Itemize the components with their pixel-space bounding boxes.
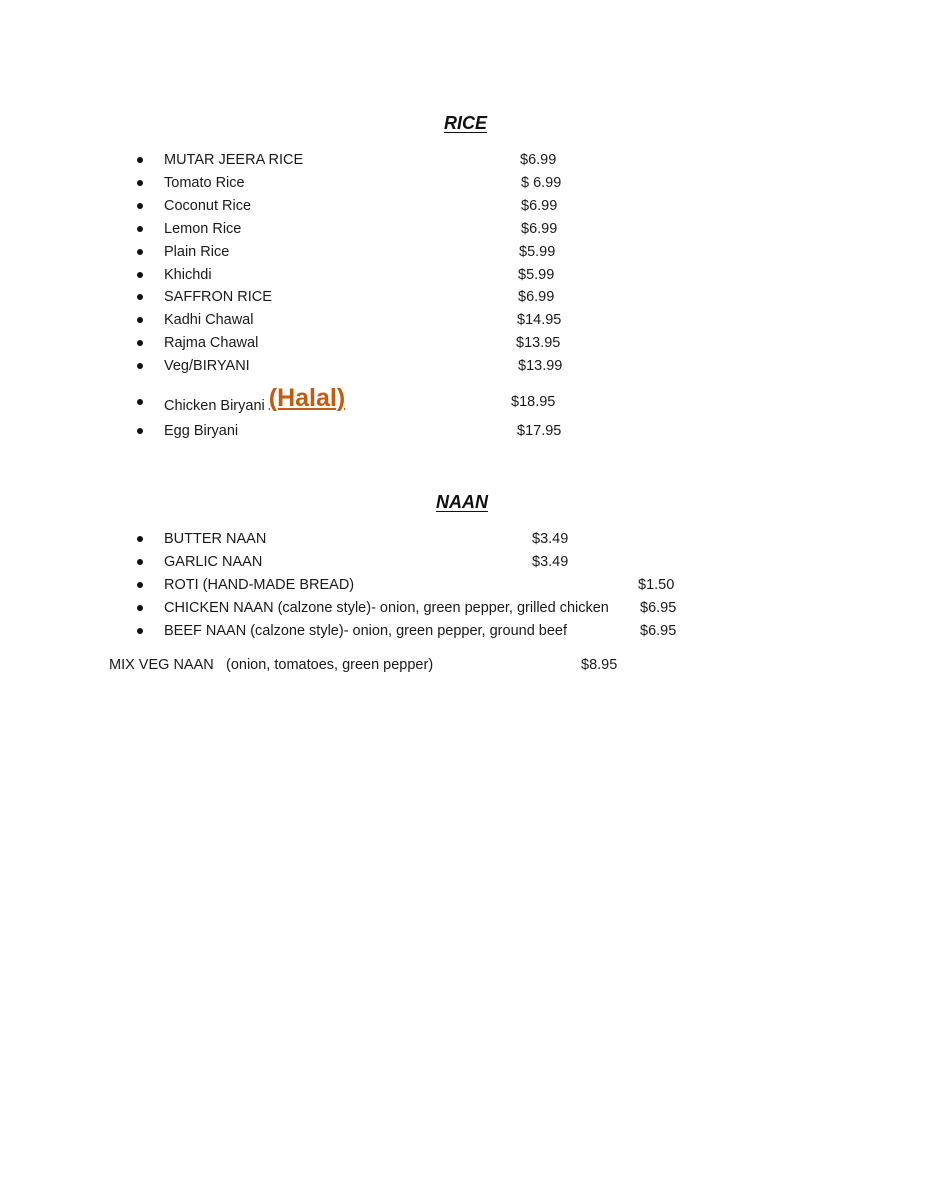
item-price: $13.95 [516,335,561,351]
item-price: $14.95 [517,312,562,328]
item-name: Veg/BIRYANI [164,358,250,374]
item-price: $5.99 [519,244,556,260]
item-price: $6.99 [521,198,558,214]
item-price: $6.99 [520,152,557,168]
halal-badge: (Halal) [268,384,346,412]
item-name: ROTI (HAND-MADE BREAD) [164,577,355,593]
item-name: MUTAR JEERA RICE [164,152,304,168]
item-name: BUTTER NAAN [164,531,267,547]
item-price: $17.95 [517,423,562,439]
item-name: GARLIC NAAN [164,554,263,570]
bullet-icon [135,598,145,618]
bullet-icon [135,621,145,641]
item-name: Coconut Rice [164,198,252,214]
bullet-icon [135,219,145,239]
bullet-icon [135,356,145,376]
bullet-icon [135,265,145,285]
item-description: (onion, tomatoes, green pepper) [226,657,434,673]
item-price: $8.95 [581,657,618,673]
bullet-icon [135,575,145,595]
bullet-icon [135,529,145,549]
bullet-icon [135,333,145,353]
bullet-icon [135,310,145,330]
naan-heading: NAAN [436,492,488,512]
item-name: MIX VEG NAAN [109,657,214,673]
item-price: $6.95 [640,623,677,639]
item-name: Lemon Rice [164,221,242,237]
item-name: BEEF NAAN (calzone style)- onion, green pepper, ground beef [164,623,568,639]
item-name: Tomato Rice [164,175,245,191]
bullet-icon [135,173,145,193]
bullet-icon [135,196,145,216]
item-name: Egg Biryani [164,423,239,439]
item-name [164,384,346,416]
item-price: $ 6.99 [521,175,562,191]
item-price: $6.99 [521,221,558,237]
rice-heading: RICE [444,113,488,133]
item-name-text: Chicken Biryani [164,398,265,414]
item-price: $18.95 [511,394,556,410]
bullet-icon [135,150,145,170]
item-name: Kadhi Chawal [164,312,254,328]
item-price: $6.95 [640,600,677,616]
item-price: $13.99 [518,358,563,374]
item-price: $3.49 [532,531,569,547]
item-name: CHICKEN NAAN (calzone style)- onion, green pepper, grilled chicken [164,600,609,616]
item-name: SAFFRON RICE [164,289,272,305]
bullet-icon [135,421,145,441]
item-price: $1.50 [638,577,675,593]
item-name: Khichdi [164,267,212,283]
item-name: Plain Rice [164,244,230,260]
item-name: Rajma Chawal [164,335,259,351]
bullet-icon [135,392,145,412]
item-price: $6.99 [518,289,555,305]
bullet-icon [135,287,145,307]
bullet-icon [135,552,145,572]
bullet-icon [135,242,145,262]
item-price: $3.49 [532,554,569,570]
item-price: $5.99 [518,267,555,283]
